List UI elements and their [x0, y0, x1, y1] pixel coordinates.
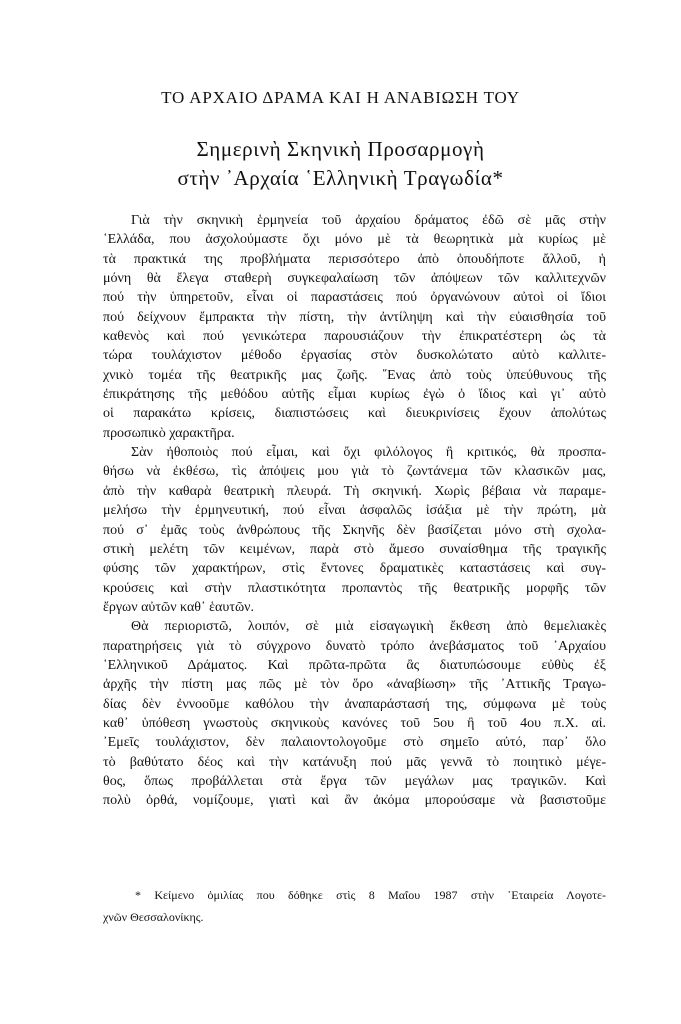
- text-line: πού σ᾿ ἐμᾶς τοὺς ἀνθρώπους τῆς Σκηνῆς δὲν βασίζεται μόνο στὴ σχολα-: [103, 522, 606, 538]
- text-line: οἱ παρακάτω κρίσεις, διαπιστώσεις καὶ διευκρινίσεις ἔχουν ἀπολύτως: [103, 406, 606, 422]
- text-line: παρατηρήσεις γιὰ τὸ σύγχρονο δυνατὸ τρόπο ἀνεβάσματος τοῦ ᾿Αρχαίου: [103, 638, 606, 654]
- article-title: ΤΟ ΑΡΧΑΙΟ ΔΡΑΜΑ ΚΑΙ Η ΑΝΑΒΙΩΣΗ ΤΟΥ: [161, 88, 520, 107]
- text-line: φύσης τῶν χαρακτήρων, στὶς ἔντονες δραματικὲς καταστάσεις καὶ συγ-: [103, 561, 606, 577]
- text-line: τώρα τουλάχιστον μέθοδο ἐργασίας στὸν δυσκολώτατο αὐτὸ καλλιτε-: [103, 348, 606, 364]
- paragraph-2: [103, 443, 606, 617]
- text-line: ῾Ελλάδα, που ἀσχολούμαστε ὄχι μόνο μὲ τὰ θεωρητικὰ μὰ κυρίως μὲ: [103, 232, 606, 248]
- text-line: τὰ πρακτικά της προβλήματα περισσότερο ἀπὸ ὁπουδήποτε ἄλλοῦ, ἡ: [103, 251, 606, 267]
- text-line: καθ᾿ ὑπόθεση γνωστοὺς σκηνικοὺς κανόνες τοῦ 5ου ἢ τοῦ 4ου π.Χ. αἰ.: [103, 715, 606, 731]
- text-line: χνικὸ τομέα τῆς θεατρικῆς μας ζωῆς. ῞Ενας ἀπὸ τοὺς ὑπεύθυνους τῆς: [103, 367, 606, 383]
- text-line: τὸ βαθύτατο δέος καὶ τὴν κατάνυξη πού μᾶς γεννᾶ τὸ ποιητικὸ μέγε-: [103, 754, 606, 770]
- text-line: καθενὸς καὶ πού γενικώτερα παρουσιάζουν τὴν ἐπικρατέστερη ὡς τὰ: [103, 329, 606, 345]
- article-body: [103, 211, 606, 811]
- text-line: ῾Ελληνικοῦ Δράματος. Καὶ πρῶτα-πρῶτα ἂς διατυπώσουμε εὐθὺς ἐξ: [103, 657, 606, 673]
- text-line: ἀπὸ τὴν καθαρὰ θεατρικὴ πλευρά. Τὴ σκηνική. Χωρὶς βέβαια νὰ παραμε-: [103, 483, 606, 499]
- text-line: δίας δὲν ἐννοοῦμε καθόλου τὴν ἀναπαράστασή της, σύμφωνα μὲ τοὺς: [103, 696, 606, 712]
- article-subtitle-line-2: στὴν ᾿Αρχαία ῾Ελληνικὴ Τραγωδία*: [177, 166, 504, 190]
- text-line: πολὺ ὀρθά, νομίζουμε, γιατὶ καὶ ἂν ἀκόμα μπορούσαμε νὰ βασιστοῦμε: [103, 793, 606, 809]
- text-line: θος, ὅπως προβάλλεται στὰ ἔργα τῶν μεγάλων μας τραγικῶν. Καὶ: [103, 773, 606, 789]
- text-line: ἔργων αὐτῶν καθ᾿ ἑαυτῶν.: [103, 599, 254, 615]
- article-subtitle-line-1: Σημερινὴ Σκηνικὴ Προσαρμογὴ: [196, 137, 485, 161]
- text-line: ᾿Εμεῖς τουλάχιστον, δὲν παλαιοντολογοῦμε στὸ σημεῖο αὐτό, παρ᾿ ὅλο: [103, 735, 606, 751]
- paragraph-1: [103, 211, 606, 443]
- footnote: [103, 884, 606, 928]
- text-line: ἐπικράτησης τῆς μεθόδου αὐτῆς εἶμαι κυρίως ἐγὼ ὁ ἴδιος καὶ γι᾿ αὐτὸ: [103, 387, 606, 403]
- footnote-line: χνῶν Θεσσαλονίκης.: [103, 910, 204, 924]
- text-line: στικὴ μελέτη τῶν κειμένων, παρὰ στὸ ἄμεσο συναίσθημα τῆς τραγικῆς: [103, 541, 606, 557]
- text-line: μόνη θὰ ἔλεγα σταθερὴ συγκεφαλαίωση τῶν ἀπόψεων τῶν καλλιτεχνῶν: [103, 271, 606, 287]
- text-line: πού τὴν ὑπηρετοῦν, εἶναι οἱ παραστάσεις πού ὀργανώνουν αὐτοὶ οἱ ἴδιοι: [103, 290, 606, 306]
- text-line: προσωπικὸ χαρακτῆρα.: [103, 425, 235, 441]
- text-line: Σὰν ἠθοποιὸς πού εἶμαι, καὶ ὄχι φιλόλογος ἢ κριτικός, θὰ προσπα-: [131, 445, 606, 461]
- text-line: Θὰ περιοριστῶ, λοιπόν, σὲ μιὰ εἰσαγωγικὴ ἔκθεση ἀπὸ θεμελιακὲς: [131, 619, 606, 635]
- text-line: Γιὰ τὴν σκηνικὴ ἑρμηνεία τοῦ ἀρχαίου δράματος ἐδῶ σὲ μᾶς στὴν: [131, 213, 606, 228]
- footnote-line: * Κείμενο ὁμιλίας που δόθηκε στὶς 8 Μαΐου 1987 στὴν ῾Εταιρεία Λογοτε-: [135, 888, 606, 902]
- text-line: πού δείχνουν ἔμπρακτα τὴν πίστη, τὴν ἀντίληψη καὶ τὴν εὐαισθησία τοῦ: [103, 309, 606, 325]
- paragraph-3: [103, 617, 606, 810]
- text-line: κρούσεις καὶ στὴν πλαστικότητα προπαντὸς τῆς θεατρικῆς μορφῆς τῶν: [103, 580, 606, 596]
- text-line: θήσω νὰ ἐκθέσω, τὶς ἀπόψεις μου γιὰ τὸ ζωντάνεμα τῶν κλασικῶν μας,: [103, 464, 606, 480]
- text-line: ἀρχῆς τὴν πίστη μας πῶς μὲ τὸν ὅρο «ἀναβίωση» τῆς ᾿Αττικῆς Τραγω-: [103, 677, 606, 693]
- text-line: μελήσω τὴν ἑρμηνευτική, πού εἶναι ἀσφαλῶς ἰσάξια μὲ τὴν πρώτη, μὰ: [103, 503, 606, 519]
